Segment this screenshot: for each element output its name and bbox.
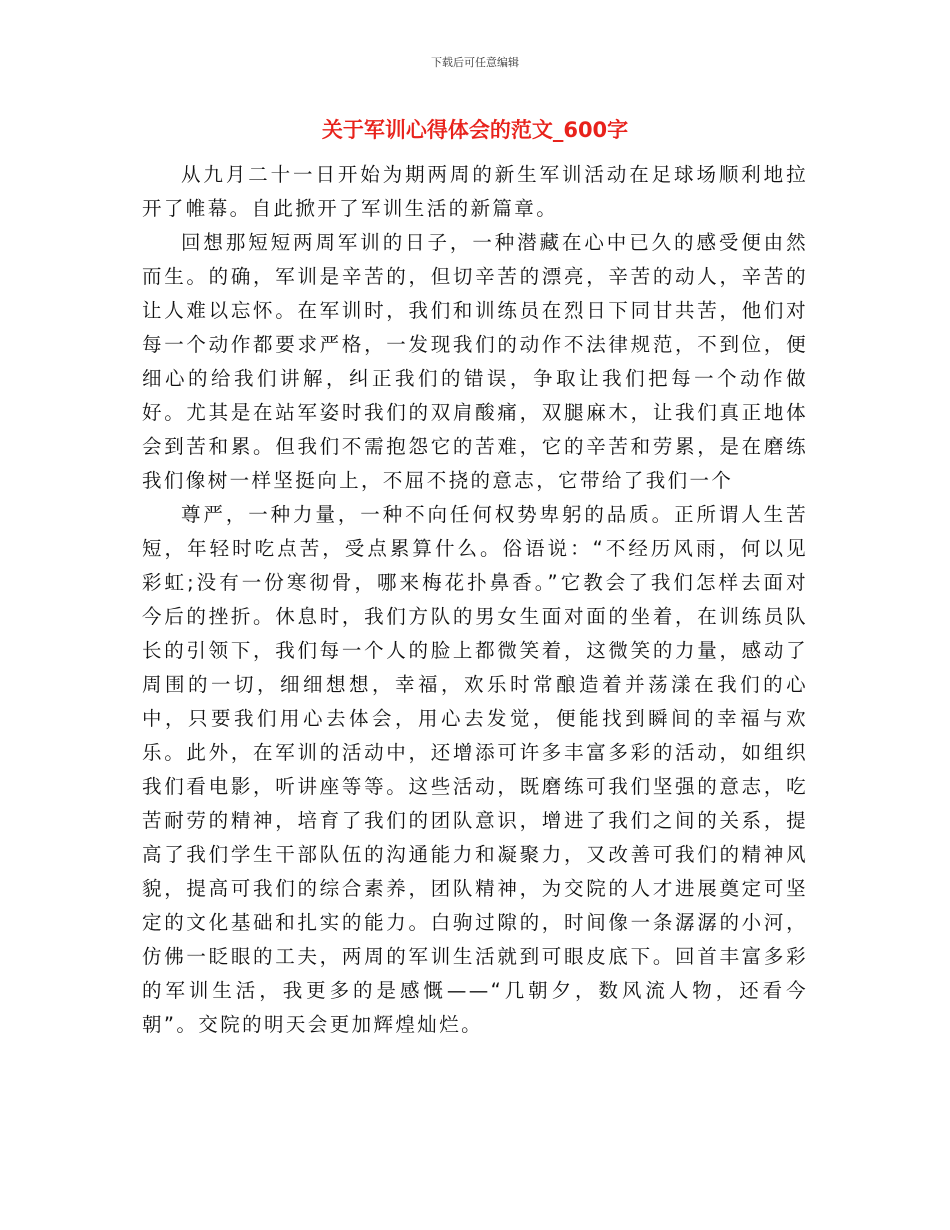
document-body bbox=[142, 158, 808, 1042]
paragraph-1: 从九月二十一日开始为期两周的新生军训活动在足球场顺利地拉开了帷幕。自此掀开了军训生活的新篇章。 bbox=[142, 163, 808, 220]
header-note: 下载后可任意编辑 bbox=[431, 56, 519, 69]
paragraph-2: 回想那短短两周军训的日子，一种潜藏在心中已久的感受便由然而生。的确，军训是辛苦的，但切辛苦的漂亮，辛苦的动人，辛苦的让人难以忘怀。在军训时，我们和训练员在烈日下同甘共苦，他们对每一个动作都要求严格，一发现我们的动作不法律规范，不到位，便细心的给我们讲解，纠正我们的错误，争取让我们把每一个动作做好。尤其是在站军姿时我们的双肩酸痛，双腿麻木，让我们真正地体会到苦和累。但我们不需抱怨它的苦难，它的辛苦和劳累，是在磨练我们像树一样坚挺向上，不屈不挠的意志，它带给了我们一个 bbox=[142, 231, 808, 492]
document-title: 关于军训心得体会的范文_600字 bbox=[321, 118, 629, 142]
paragraph-3: 尊严，一种力量，一种不向任何权势卑躬的品质。正所谓人生苦短，年轻时吃点苦，受点累算什么。俗语说：“不经历风雨，何以见彩虹;没有一份寒彻骨，哪来梅花扑鼻香。”它教会了我们怎样去面对今后的挫折。休息时，我们方队的男女生面对面的坐着，在训练员队长的引领下，我们每一个人的脸上都微笑着，这微笑的力量，感动了周围的一切，细细想想，幸福，欢乐时常酿造着并荡漾在我们的心中，只要我们用心去体会，用心去发觉，便能找到瞬间的幸福与欢乐。此外，在军训的活动中，还增添可许多丰富多彩的活动，如组织我们看电影，听讲座等等。这些活动，既磨练可我们坚强的意志，吃苦耐劳的精神，培育了我们的团队意识，增进了我们之间的关系，提高了我们学生干部队伍的沟通能力和凝聚力，又改善可我们的精神风貌，提高可我们的综合素养，团队精神，为交院的人才进展奠定可坚定的文化基础和扎实的能力。白驹过隙的，时间像一条潺潺的小河，仿佛一眨眼的工夫，两周的军训生活就到可眼皮底下。回首丰富多彩的军训生活，我更多的是感慨——“几朝夕，数风流人物，还看今朝”。交院的明天会更加辉煌灿烂。 bbox=[142, 503, 808, 1036]
